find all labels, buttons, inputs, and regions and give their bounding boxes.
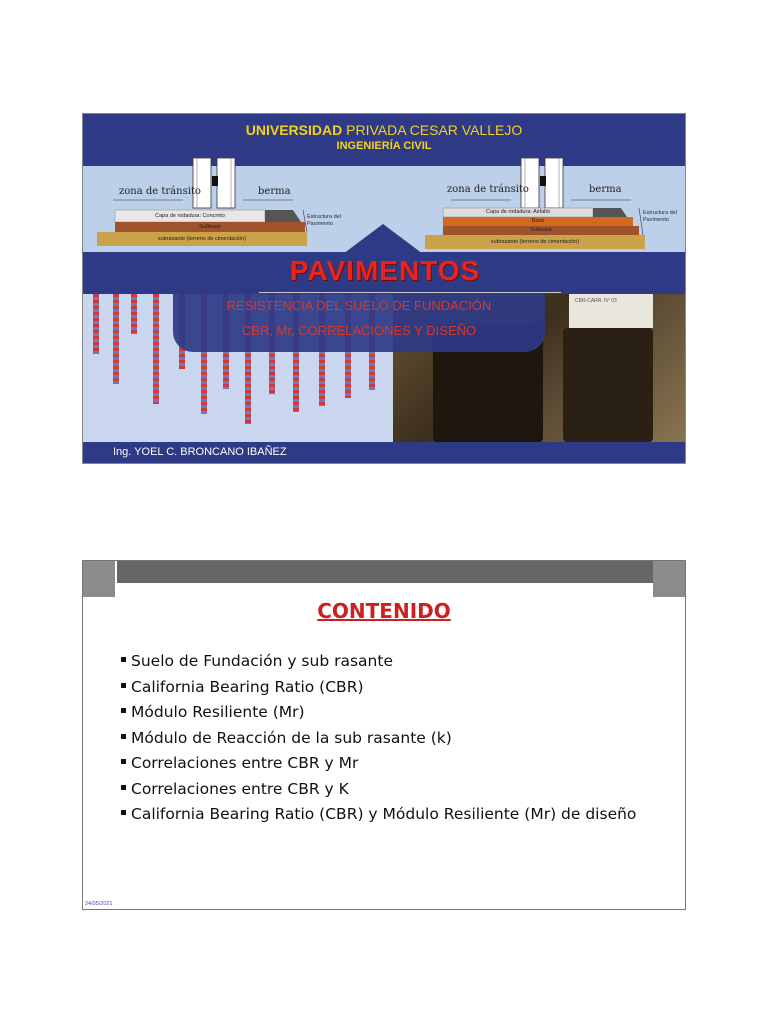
list-item: Correlaciones entre CBR y K (121, 777, 636, 803)
corner-block-right (653, 561, 685, 597)
slide-title: PAVIMENTOS (289, 255, 481, 286)
decorative-triangle (343, 224, 423, 254)
berm-label: berma (258, 186, 291, 197)
contents-title: CONTENIDO (317, 599, 451, 623)
university-name: UNIVERSIDAD PRIVADA CESAR VALLEJO (245, 122, 523, 138)
contents-slide (82, 560, 686, 910)
layer-surface: Capa de rodadura: Concreto (155, 213, 225, 219)
layer-surface: Capa de rodadura: Asfalto (486, 209, 550, 215)
title-divider (259, 292, 561, 293)
berm-label: berma (589, 184, 622, 195)
list-item: Suelo de Fundación y sub rasante (121, 649, 636, 675)
slide-date: 24/05/2021 (85, 901, 113, 907)
author-name: Ing. YOEL C. BRONCANO IBAÑEZ (113, 446, 287, 458)
header-bar (117, 561, 653, 583)
layer-subbase: Subbase (530, 227, 552, 233)
bullet-icon (121, 734, 126, 739)
list-item: Módulo de Reacción de la sub rasante (k) (121, 726, 636, 752)
corner-block-left (83, 561, 115, 597)
layer-subbase: Subbase (199, 224, 221, 230)
pavement-diagram-asphalt (421, 158, 683, 252)
bullet-icon (121, 810, 126, 815)
subtitle-line-1: RESISTENCIA DEL SUELO DE FUNDACIÓN (226, 298, 492, 313)
bullet-icon (121, 683, 126, 688)
pit-sign: CBR-CARR. N° 03 (569, 294, 653, 328)
structure-label: Estructura del Pavimento (643, 210, 677, 223)
bullet-icon (121, 708, 126, 713)
faculty-name: INGENIERÍA CIVIL (336, 140, 432, 152)
list-item: California Bearing Ratio (CBR) (121, 675, 636, 701)
structure-label: Estructura del Pavimento (307, 214, 341, 227)
bullet-icon (121, 657, 126, 662)
bullet-icon (121, 785, 126, 790)
pavement-diagram-concrete (93, 158, 341, 252)
layer-subgrade: subrasante (terreno de cimentación) (157, 236, 247, 242)
layer-base: Base (531, 218, 545, 224)
zone-label: zona de tránsito (447, 184, 529, 195)
contents-list (121, 649, 636, 828)
subtitle-line-2: CBR, Mr, CORRELACIONES Y DISEÑO (241, 323, 477, 338)
list-item: Módulo Resiliente (Mr) (121, 700, 636, 726)
zone-label: zona de tránsito (119, 186, 201, 197)
bullet-icon (121, 759, 126, 764)
list-item: California Bearing Ratio (CBR) y Módulo Resiliente (Mr) de diseño (121, 802, 636, 828)
list-item: Correlaciones entre CBR y Mr (121, 751, 636, 777)
title-slide (82, 113, 686, 464)
layer-subgrade: subrasante (terreno de cimentación) (490, 239, 580, 245)
